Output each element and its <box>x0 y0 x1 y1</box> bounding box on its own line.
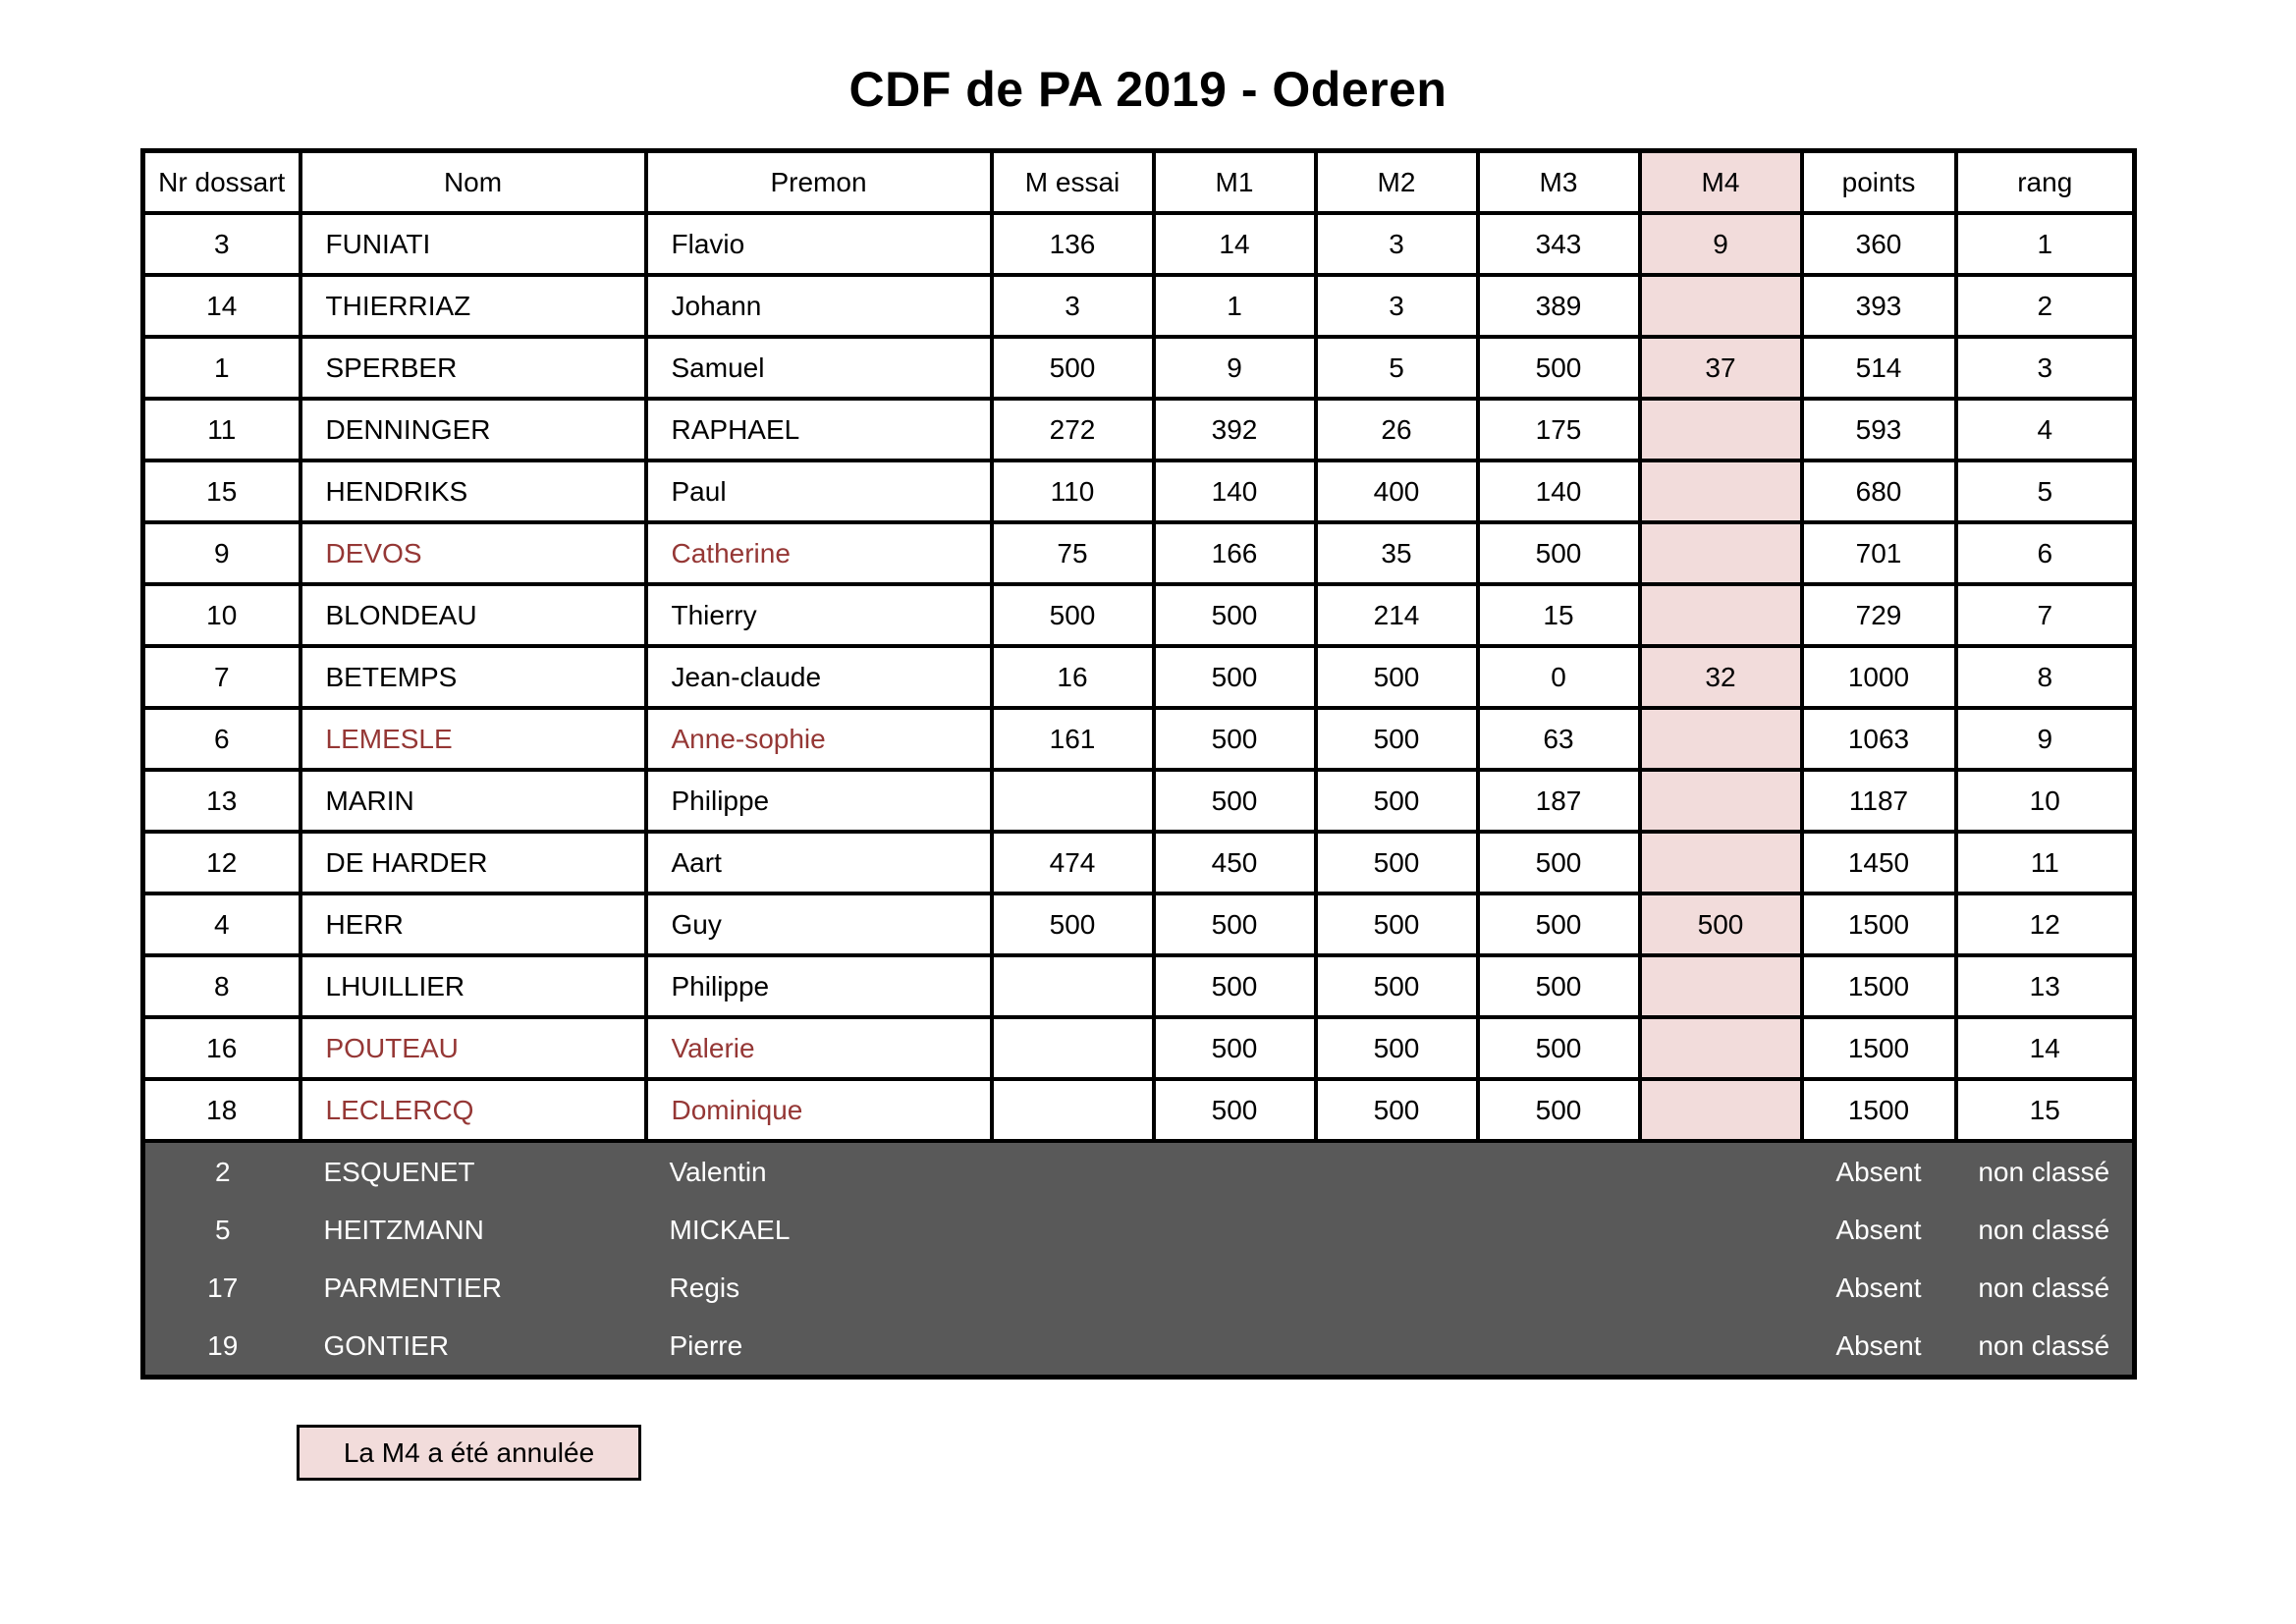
m1-cell: 14 <box>1154 213 1316 275</box>
points-cell: 593 <box>1802 399 1956 460</box>
empty-cell <box>1154 1259 1316 1317</box>
m4-cell <box>1640 399 1802 460</box>
nom-cell: LHUILLIER <box>301 955 646 1017</box>
m3-cell: 500 <box>1478 337 1640 399</box>
prenom-cell: Samuel <box>646 337 992 399</box>
m4-cell: 500 <box>1640 893 1802 955</box>
rang-cell: 13 <box>1956 955 2135 1017</box>
empty-cell <box>1640 1259 1802 1317</box>
rang-cell: non classé <box>1956 1259 2135 1317</box>
points-cell: 701 <box>1802 522 1956 584</box>
m4-cancelled-note: La M4 a été annulée <box>297 1425 641 1481</box>
empty-cell <box>992 1259 1154 1317</box>
m4-cell <box>1640 522 1802 584</box>
m3-cell: 500 <box>1478 1079 1640 1141</box>
points-cell: 393 <box>1802 275 1956 337</box>
messai-cell <box>992 770 1154 832</box>
m1-cell: 500 <box>1154 955 1316 1017</box>
table-row <box>143 708 2135 770</box>
points-cell: Absent <box>1802 1317 1956 1378</box>
points-cell: 729 <box>1802 584 1956 646</box>
m4-cell <box>1640 708 1802 770</box>
m1-cell: 500 <box>1154 1079 1316 1141</box>
prenom-cell: Philippe <box>646 770 992 832</box>
m1-cell: 500 <box>1154 584 1316 646</box>
messai-cell: 16 <box>992 646 1154 708</box>
m2-cell: 500 <box>1316 770 1478 832</box>
nom-cell: HENDRIKS <box>301 460 646 522</box>
m1-cell: 500 <box>1154 770 1316 832</box>
points-cell: Absent <box>1802 1201 1956 1259</box>
messai-cell: 3 <box>992 275 1154 337</box>
empty-cell <box>1640 1317 1802 1378</box>
prenom-cell: Valerie <box>646 1017 992 1079</box>
m2-cell: 500 <box>1316 708 1478 770</box>
m3-cell: 187 <box>1478 770 1640 832</box>
m2-cell: 26 <box>1316 399 1478 460</box>
empty-cell <box>1478 1141 1640 1201</box>
rang-cell: 9 <box>1956 708 2135 770</box>
prenom-cell: Dominique <box>646 1079 992 1141</box>
empty-cell <box>992 1317 1154 1378</box>
messai-cell: 474 <box>992 832 1154 893</box>
messai-cell: 110 <box>992 460 1154 522</box>
messai-cell: 500 <box>992 337 1154 399</box>
m2-cell: 500 <box>1316 646 1478 708</box>
m4-cell <box>1640 275 1802 337</box>
prenom-cell: Pierre <box>646 1317 992 1378</box>
table-row <box>143 337 2135 399</box>
points-cell: 1500 <box>1802 893 1956 955</box>
m1-cell: 500 <box>1154 646 1316 708</box>
rang-cell: 11 <box>1956 832 2135 893</box>
header-dossard: Nr dossart <box>143 151 301 214</box>
nom-cell: DENNINGER <box>301 399 646 460</box>
points-cell: 360 <box>1802 213 1956 275</box>
m1-cell: 140 <box>1154 460 1316 522</box>
prenom-cell: Regis <box>646 1259 992 1317</box>
empty-cell <box>1154 1141 1316 1201</box>
rang-cell: non classé <box>1956 1317 2135 1378</box>
prenom-cell: Flavio <box>646 213 992 275</box>
header-m4: M4 <box>1640 151 1802 214</box>
m4-cell <box>1640 1079 1802 1141</box>
header-points: points <box>1802 151 1956 214</box>
m4-cell <box>1640 460 1802 522</box>
nom-cell: BETEMPS <box>301 646 646 708</box>
empty-cell <box>1478 1201 1640 1259</box>
points-cell: 1500 <box>1802 955 1956 1017</box>
header-prenom: Premon <box>646 151 992 214</box>
dossard-cell: 15 <box>143 460 301 522</box>
m3-cell: 500 <box>1478 893 1640 955</box>
prenom-cell: Catherine <box>646 522 992 584</box>
messai-cell <box>992 1017 1154 1079</box>
m4-cell: 37 <box>1640 337 1802 399</box>
nom-cell: THIERRIAZ <box>301 275 646 337</box>
absent-row <box>143 1259 2135 1317</box>
rang-cell: 1 <box>1956 213 2135 275</box>
rang-cell: 3 <box>1956 337 2135 399</box>
empty-cell <box>992 1141 1154 1201</box>
points-cell: 1000 <box>1802 646 1956 708</box>
dossard-cell: 19 <box>143 1317 301 1378</box>
points-cell: 1063 <box>1802 708 1956 770</box>
nom-cell: LEMESLE <box>301 708 646 770</box>
m2-cell: 500 <box>1316 955 1478 1017</box>
rang-cell: non classé <box>1956 1141 2135 1201</box>
empty-cell <box>1478 1317 1640 1378</box>
rang-cell: non classé <box>1956 1201 2135 1259</box>
m4-cell <box>1640 832 1802 893</box>
header-m1: M1 <box>1154 151 1316 214</box>
table-row <box>143 584 2135 646</box>
header-m2: M2 <box>1316 151 1478 214</box>
dossard-cell: 11 <box>143 399 301 460</box>
dossard-cell: 8 <box>143 955 301 1017</box>
prenom-cell: Thierry <box>646 584 992 646</box>
dossard-cell: 6 <box>143 708 301 770</box>
prenom-cell: Jean-claude <box>646 646 992 708</box>
header-row <box>143 151 2135 214</box>
m1-cell: 9 <box>1154 337 1316 399</box>
m3-cell: 15 <box>1478 584 1640 646</box>
table-row <box>143 1017 2135 1079</box>
table-row <box>143 275 2135 337</box>
nom-cell: HEITZMANN <box>301 1201 646 1259</box>
rang-cell: 12 <box>1956 893 2135 955</box>
table-row <box>143 646 2135 708</box>
points-cell: Absent <box>1802 1141 1956 1201</box>
m4-cell <box>1640 1017 1802 1079</box>
messai-cell: 500 <box>992 893 1154 955</box>
nom-cell: HERR <box>301 893 646 955</box>
prenom-cell: Anne-sophie <box>646 708 992 770</box>
dossard-cell: 13 <box>143 770 301 832</box>
messai-cell: 272 <box>992 399 1154 460</box>
messai-cell: 75 <box>992 522 1154 584</box>
header-messai: M essai <box>992 151 1154 214</box>
m4-cell: 9 <box>1640 213 1802 275</box>
m2-cell: 500 <box>1316 832 1478 893</box>
messai-cell <box>992 955 1154 1017</box>
m2-cell: 400 <box>1316 460 1478 522</box>
rang-cell: 5 <box>1956 460 2135 522</box>
table-row <box>143 1079 2135 1141</box>
m2-cell: 214 <box>1316 584 1478 646</box>
m2-cell: 3 <box>1316 275 1478 337</box>
nom-cell: DEVOS <box>301 522 646 584</box>
messai-cell: 161 <box>992 708 1154 770</box>
table-row <box>143 955 2135 1017</box>
m3-cell: 343 <box>1478 213 1640 275</box>
m3-cell: 500 <box>1478 1017 1640 1079</box>
empty-cell <box>1316 1317 1478 1378</box>
empty-cell <box>1316 1141 1478 1201</box>
dossard-cell: 5 <box>143 1201 301 1259</box>
nom-cell: POUTEAU <box>301 1017 646 1079</box>
m1-cell: 392 <box>1154 399 1316 460</box>
nom-cell: GONTIER <box>301 1317 646 1378</box>
points-cell: 1500 <box>1802 1017 1956 1079</box>
m1-cell: 500 <box>1154 708 1316 770</box>
empty-cell <box>1316 1259 1478 1317</box>
m2-cell: 500 <box>1316 1017 1478 1079</box>
absent-row <box>143 1317 2135 1378</box>
prenom-cell: Johann <box>646 275 992 337</box>
rang-cell: 7 <box>1956 584 2135 646</box>
prenom-cell: Paul <box>646 460 992 522</box>
rang-cell: 8 <box>1956 646 2135 708</box>
dossard-cell: 10 <box>143 584 301 646</box>
prenom-cell: Guy <box>646 893 992 955</box>
m3-cell: 0 <box>1478 646 1640 708</box>
rang-cell: 6 <box>1956 522 2135 584</box>
empty-cell <box>992 1201 1154 1259</box>
m2-cell: 3 <box>1316 213 1478 275</box>
rang-cell: 14 <box>1956 1017 2135 1079</box>
table-row <box>143 522 2135 584</box>
m1-cell: 450 <box>1154 832 1316 893</box>
dossard-cell: 18 <box>143 1079 301 1141</box>
dossard-cell: 2 <box>143 1141 301 1201</box>
nom-cell: LECLERCQ <box>301 1079 646 1141</box>
m2-cell: 5 <box>1316 337 1478 399</box>
m3-cell: 389 <box>1478 275 1640 337</box>
table-row <box>143 213 2135 275</box>
page-title: CDF de PA 2019 - Oderen <box>848 62 1448 117</box>
dossard-cell: 1 <box>143 337 301 399</box>
nom-cell: PARMENTIER <box>301 1259 646 1317</box>
m4-cell <box>1640 955 1802 1017</box>
prenom-cell: MICKAEL <box>646 1201 992 1259</box>
m3-cell: 500 <box>1478 955 1640 1017</box>
nom-cell: SPERBER <box>301 337 646 399</box>
m3-cell: 500 <box>1478 832 1640 893</box>
empty-cell <box>1640 1201 1802 1259</box>
m3-cell: 140 <box>1478 460 1640 522</box>
m3-cell: 500 <box>1478 522 1640 584</box>
header-m3: M3 <box>1478 151 1640 214</box>
m1-cell: 500 <box>1154 893 1316 955</box>
prenom-cell: Aart <box>646 832 992 893</box>
nom-cell: ESQUENET <box>301 1141 646 1201</box>
points-cell: Absent <box>1802 1259 1956 1317</box>
m4-cell <box>1640 770 1802 832</box>
rang-cell: 15 <box>1956 1079 2135 1141</box>
dossard-cell: 16 <box>143 1017 301 1079</box>
m3-cell: 63 <box>1478 708 1640 770</box>
nom-cell: MARIN <box>301 770 646 832</box>
points-cell: 1500 <box>1802 1079 1956 1141</box>
dossard-cell: 12 <box>143 832 301 893</box>
m4-cell <box>1640 584 1802 646</box>
empty-cell <box>1154 1317 1316 1378</box>
nom-cell: BLONDEAU <box>301 584 646 646</box>
header-nom: Nom <box>301 151 646 214</box>
absent-row <box>143 1141 2135 1201</box>
points-cell: 680 <box>1802 460 1956 522</box>
rang-cell: 2 <box>1956 275 2135 337</box>
table-row <box>143 893 2135 955</box>
dossard-cell: 7 <box>143 646 301 708</box>
prenom-cell: Valentin <box>646 1141 992 1201</box>
points-cell: 1450 <box>1802 832 1956 893</box>
table-row <box>143 399 2135 460</box>
nom-cell: DE HARDER <box>301 832 646 893</box>
absent-row <box>143 1201 2135 1259</box>
table-row <box>143 832 2135 893</box>
points-cell: 1187 <box>1802 770 1956 832</box>
empty-cell <box>1316 1201 1478 1259</box>
table-row <box>143 460 2135 522</box>
table-row <box>143 770 2135 832</box>
empty-cell <box>1640 1141 1802 1201</box>
messai-cell <box>992 1079 1154 1141</box>
dossard-cell: 14 <box>143 275 301 337</box>
m1-cell: 1 <box>1154 275 1316 337</box>
dossard-cell: 3 <box>143 213 301 275</box>
points-cell: 514 <box>1802 337 1956 399</box>
nom-cell: FUNIATI <box>301 213 646 275</box>
rang-cell: 4 <box>1956 399 2135 460</box>
prenom-cell: RAPHAEL <box>646 399 992 460</box>
m1-cell: 166 <box>1154 522 1316 584</box>
dossard-cell: 9 <box>143 522 301 584</box>
m1-cell: 500 <box>1154 1017 1316 1079</box>
header-rang: rang <box>1956 151 2135 214</box>
m2-cell: 500 <box>1316 893 1478 955</box>
empty-cell <box>1478 1259 1640 1317</box>
rang-cell: 10 <box>1956 770 2135 832</box>
prenom-cell: Philippe <box>646 955 992 1017</box>
messai-cell: 500 <box>992 584 1154 646</box>
m2-cell: 500 <box>1316 1079 1478 1141</box>
dossard-cell: 4 <box>143 893 301 955</box>
m2-cell: 35 <box>1316 522 1478 584</box>
m4-cell: 32 <box>1640 646 1802 708</box>
empty-cell <box>1154 1201 1316 1259</box>
messai-cell: 136 <box>992 213 1154 275</box>
m3-cell: 175 <box>1478 399 1640 460</box>
results-table <box>140 148 2137 1380</box>
dossard-cell: 17 <box>143 1259 301 1317</box>
